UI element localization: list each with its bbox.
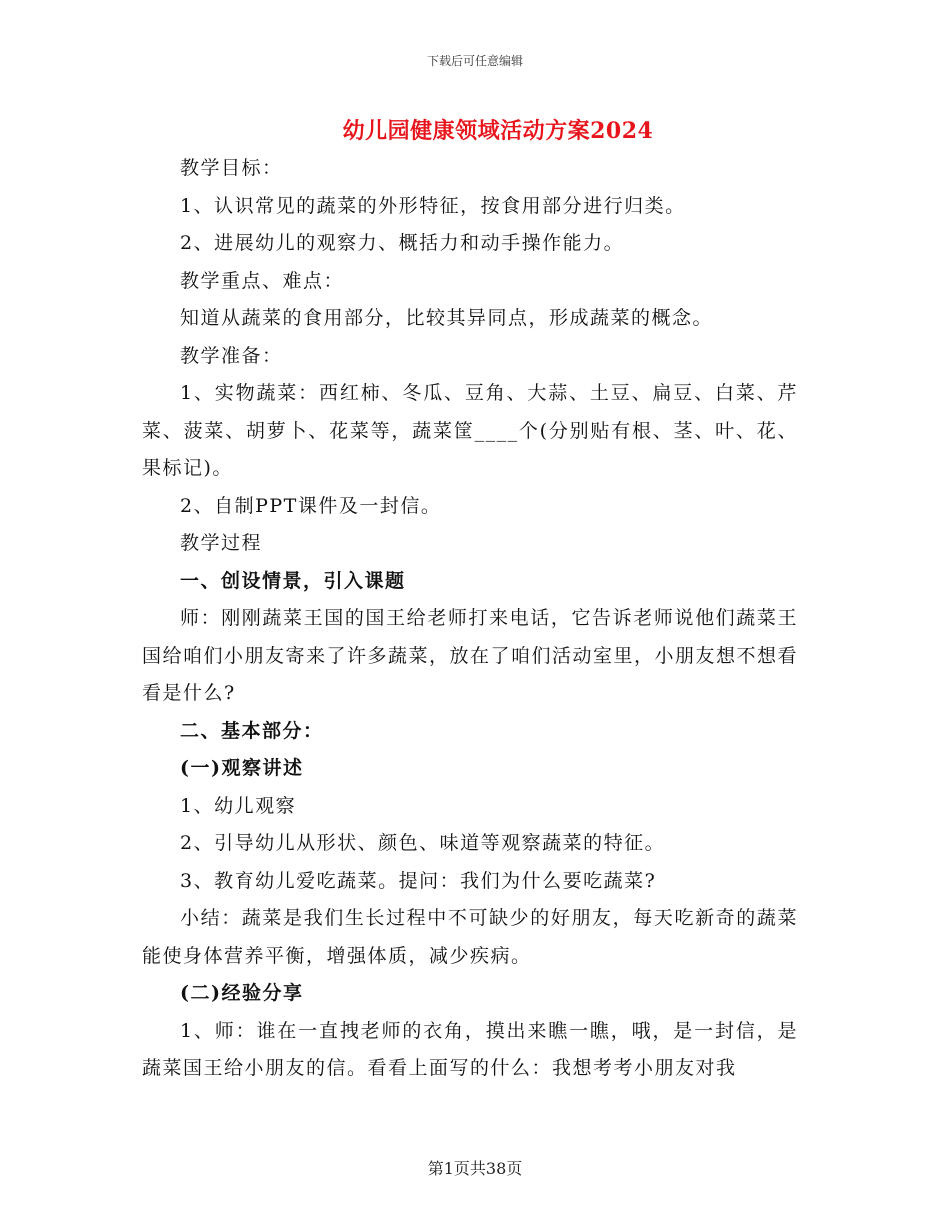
- subsection-observe-heading: (一)观察讲述: [180, 757, 304, 779]
- observe-item-3: 3、教育幼儿爱吃蔬菜。提问：我们为什么要吃蔬菜?: [180, 869, 657, 892]
- section-heading-key-points: 教学重点、难点：: [180, 269, 345, 292]
- page-header-note: 下载后可任意编辑: [426, 54, 523, 68]
- subsection-share-heading: (二)经验分享: [180, 982, 304, 1004]
- observe-item-2: 2、引导幼儿从形状、颜色、味道等观察蔬菜的特征。: [180, 832, 666, 854]
- process-part-2-heading: 二、基本部分：: [180, 719, 324, 742]
- section-heading-process: 教学过程: [180, 532, 263, 554]
- process-part-1-text: 师：刚刚蔬菜王国的国王给老师打来电话，它告诉老师说他们蔬菜王国给咱们小朋友寄来了许多蔬菜，放在了咱们活动室里，小朋友想不想看看是什么?: [142, 607, 799, 704]
- observe-item-1: 1、幼儿观察: [180, 794, 297, 817]
- section-heading-objectives: 教学目标：: [180, 157, 283, 179]
- process-part-1-heading: 一、创设情景，引入课题: [180, 569, 406, 592]
- page-number: 第1页共38页: [427, 1159, 523, 1178]
- share-item-1: 1、师：谁在一直拽老师的衣角，摸出来瞧一瞧，哦，是一封信，是蔬菜国王给小朋友的信。看看上面写的什么：我想考考小朋友对我: [142, 1019, 798, 1079]
- preparation-item-1: 1、实物蔬菜：西红柿、冬瓜、豆角、大蒜、土豆、扁豆、白菜、芹菜、菠菜、胡萝卜、花菜等，蔬菜筐____个(分别贴有根、茎、叶、花、果标记)。: [142, 382, 798, 479]
- document-title: 幼儿园健康领域活动方案2024: [342, 118, 654, 144]
- preparation-item-2: 2、自制PPT课件及一封信。: [180, 494, 442, 517]
- key-points-text: 知道从蔬菜的食用部分，比较其异同点，形成蔬菜的概念。: [180, 307, 714, 329]
- document-body: [142, 150, 798, 1088]
- section-heading-preparation: 教学准备：: [180, 344, 283, 367]
- summary-text: 小结：蔬菜是我们生长过程中不可缺少的好朋友，每天吃新奇的蔬菜能使身体营养平衡，增强体质，减少疾病。: [142, 907, 798, 967]
- objective-item-2: 2、进展幼儿的观察力、概括力和动手操作能力。: [180, 232, 625, 254]
- objective-item-1: 1、认识常见的蔬菜的外形特征，按食用部分进行归类。: [180, 194, 686, 217]
